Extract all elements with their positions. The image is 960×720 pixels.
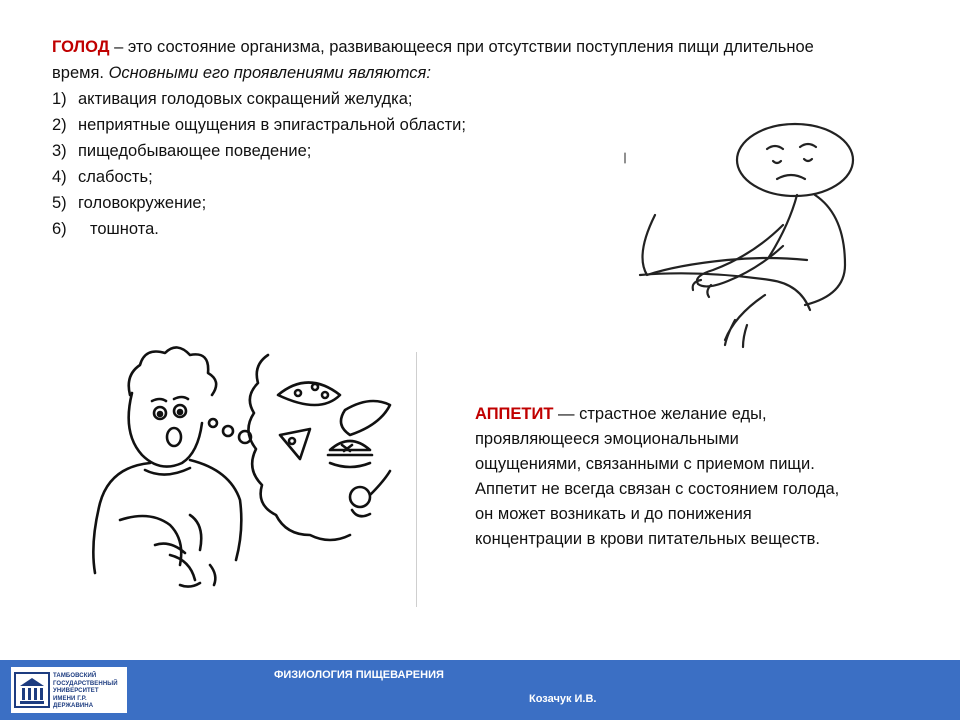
boy-face bbox=[129, 393, 202, 467]
list-item-text: слабость; bbox=[78, 168, 153, 186]
hotdog-icon bbox=[341, 401, 390, 435]
pizza-topping-1 bbox=[295, 390, 301, 396]
list-item bbox=[52, 86, 832, 112]
list-item-number: 3) bbox=[52, 142, 67, 160]
list-item-text: пищедобывающее поведение; bbox=[78, 142, 312, 160]
figure-head bbox=[737, 124, 853, 196]
list-item-number: 5) bbox=[52, 194, 67, 212]
appetite-term: АППЕТИТ bbox=[475, 405, 554, 423]
figure-eye-right bbox=[800, 144, 816, 147]
chicken-leg-icon bbox=[350, 487, 370, 507]
appetite-line: Аппетит не всегда связан с состоянием голода, bbox=[475, 480, 840, 498]
list-item-text: активация голодовых сокращений желудка; bbox=[78, 90, 413, 108]
sitting-figure-illustration bbox=[615, 115, 880, 355]
figure-eye-left bbox=[767, 146, 783, 149]
appetite-line: он может возникать и до понижения bbox=[475, 505, 752, 523]
university-name-line: ИМЕНИ Г.Р. ДЕРЖАВИНА bbox=[53, 695, 94, 709]
boy-belly-lines bbox=[170, 555, 215, 587]
figure-eye-right-lower bbox=[804, 159, 812, 161]
hunger-manifestations-intro: Основными его проявлениями являются: bbox=[108, 64, 431, 82]
boy-pupil-left bbox=[158, 412, 162, 416]
list-item-number: 6) bbox=[52, 220, 67, 238]
author-name: Козачук И.В. bbox=[529, 693, 597, 705]
hungry-boy-illustration bbox=[60, 345, 415, 610]
boy-pupil-right bbox=[178, 410, 182, 414]
appetite-definition bbox=[475, 402, 925, 427]
list-item-number: 1) bbox=[52, 90, 67, 108]
pizza-topping-2 bbox=[312, 384, 318, 390]
thought-bubble-small bbox=[209, 419, 217, 427]
boy-collar bbox=[145, 468, 190, 475]
illustration-divider bbox=[416, 352, 417, 607]
list-item-text: головокружение; bbox=[78, 194, 207, 212]
pizza-topping-3 bbox=[322, 392, 328, 398]
list-item-text: неприятные ощущения в эпигастральной области; bbox=[78, 116, 466, 134]
chicken-leg-bone bbox=[370, 471, 390, 495]
appetite-line: концентрации в крови питательных веществ. bbox=[475, 530, 820, 548]
figure-eye-left-lower bbox=[773, 161, 781, 163]
burger-mark bbox=[342, 445, 352, 451]
boy-shoulder-right bbox=[190, 460, 241, 560]
pizza-icon bbox=[278, 383, 340, 406]
university-logo bbox=[11, 667, 127, 713]
boy-hair bbox=[129, 347, 216, 395]
boy-mouth bbox=[167, 428, 181, 446]
university-name-line: ГОСУДАРСТВЕННЫЙ bbox=[53, 680, 118, 687]
appetite-line: проявляющееся эмоциональными bbox=[475, 430, 739, 448]
list-item-text: тошнота. bbox=[90, 220, 159, 238]
university-building-icon bbox=[14, 672, 50, 708]
appetite-line-1: — страстное желание еды, bbox=[553, 405, 767, 423]
footer-bar bbox=[0, 660, 960, 720]
appetite-section bbox=[475, 402, 925, 552]
boy-hands bbox=[120, 515, 201, 565]
appetite-line: ощущениями, связанными с приемом пищи. bbox=[475, 455, 815, 473]
boy-shoulder-left bbox=[93, 463, 150, 573]
list-item-number: 2) bbox=[52, 116, 67, 134]
list-item-number: 4) bbox=[52, 168, 67, 186]
figure-leg-lower bbox=[640, 273, 810, 310]
figure-body-back bbox=[805, 195, 845, 305]
hunger-definition-text: – это состояние организма, развивающееся при отсутствии поступления пищи длительное время. bbox=[52, 38, 814, 82]
university-name-line: ТАМБОВСКИЙ bbox=[53, 673, 97, 679]
hunger-term: ГОЛОД bbox=[52, 38, 110, 56]
course-title: ФИЗИОЛОГИЯ ПИЩЕВАРЕНИЯ bbox=[274, 669, 444, 681]
figure-hand bbox=[725, 295, 765, 347]
university-name-line: УНИВЕРСИТЕТ bbox=[53, 688, 99, 694]
pizza-slice-topping bbox=[289, 438, 295, 444]
chicken-leg-detail bbox=[352, 510, 370, 516]
figure-mouth bbox=[777, 175, 805, 179]
hunger-definition bbox=[52, 34, 832, 86]
university-name bbox=[53, 673, 125, 711]
boy-eyebrows bbox=[152, 397, 188, 401]
thought-bubble-medium bbox=[223, 426, 233, 436]
